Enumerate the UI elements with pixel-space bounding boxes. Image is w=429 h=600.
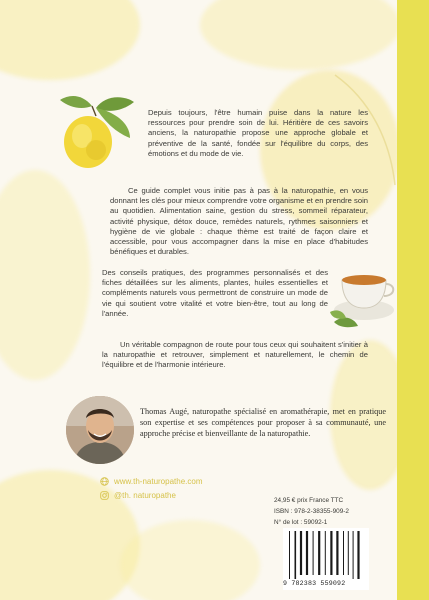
lemon-illustration — [52, 88, 142, 178]
advice-paragraph: Des conseils pratiques, des programmes personnalisés et des fiches détaillées sur les aliments, plantes, huiles essentielles et compléments naturels vous permettront de construire un mode de vie qui soutient votre vitalité et votre bien-être, tout au long de l'année. — [102, 268, 328, 318]
barcode-bar — [357, 531, 359, 579]
instagram-icon — [100, 491, 109, 500]
isbn-label: ISBN : 978-2-38355-909-2 — [274, 508, 349, 515]
watercolor-blob — [0, 470, 140, 600]
watercolor-blob — [120, 520, 260, 600]
price-label: 24,95 € prix France TTC — [274, 497, 344, 504]
barcode-bar — [330, 531, 332, 575]
barcode-bar — [318, 531, 320, 575]
barcode-bar — [306, 531, 308, 575]
author-photo — [66, 396, 134, 464]
barcode-number: 9 782383 559092 — [283, 580, 346, 587]
closing-paragraph: Un véritable compagnon de route pour tous ceux qui souhaitent s'initier à la naturopathie et retrouver, simplement et naturellement, le chemin de l'équilibre et de l'harmonie intérieure. — [102, 340, 368, 370]
instagram-handle[interactable]: @th. naturopathe — [114, 491, 176, 500]
barcode-bar — [336, 531, 338, 575]
author-bio: Thomas Augé, naturopathe spécialisé en aromathérapie, met en pratique son expertise et ses compétences pour proposer à sa communauté, une approche précise et bienveillante de la naturopathie. — [140, 407, 386, 438]
book-spine-strip — [397, 0, 429, 600]
website-link[interactable]: www.th-naturopathe.com — [114, 477, 203, 486]
barcode-bar — [348, 531, 349, 575]
watercolor-blob — [200, 0, 400, 70]
guide-paragraph: Ce guide complet vous initie pas à pas à la naturopathie, en vous donnant les clés pour mieux comprendre votre organisme et en prendre soin au quotidien. Alimentation saine, gestion du stress, sommeil réparateur, activité physique, détox douce, remèdes naturels, rythmes saisonniers et hygiène de vie globale : chaque thème est traité de façon claire et accessible, pour vous accompagner dans la mise en place d'habitudes bénéfiques et durables. — [110, 186, 368, 257]
intro-paragraph: Depuis toujours, l'être humain puise dans la nature les ressources pour prendre soin de lui. Héritière de ces savoirs anciens, la naturopathie propose une approche globale et préventive de la santé, fondée sur l'équilibre du corps, des émotions et du mode de vie. — [148, 108, 368, 158]
barcode-bar — [300, 531, 302, 575]
barcode-bar — [313, 531, 314, 575]
barcode-bar — [353, 531, 354, 579]
barcode-bar — [343, 531, 344, 575]
website-contact[interactable] — [100, 477, 203, 486]
globe-icon — [100, 477, 109, 486]
lot-number: N° de lot : 59092-1 — [274, 519, 328, 526]
watercolor-blob — [0, 170, 90, 380]
barcode-bar — [295, 531, 297, 579]
barcode-bar — [325, 531, 326, 575]
instagram-contact[interactable] — [100, 491, 176, 500]
barcode-bar — [289, 531, 290, 579]
tea-cup-illustration — [330, 262, 398, 332]
barcode — [283, 528, 369, 580]
watercolor-blob — [0, 0, 140, 80]
